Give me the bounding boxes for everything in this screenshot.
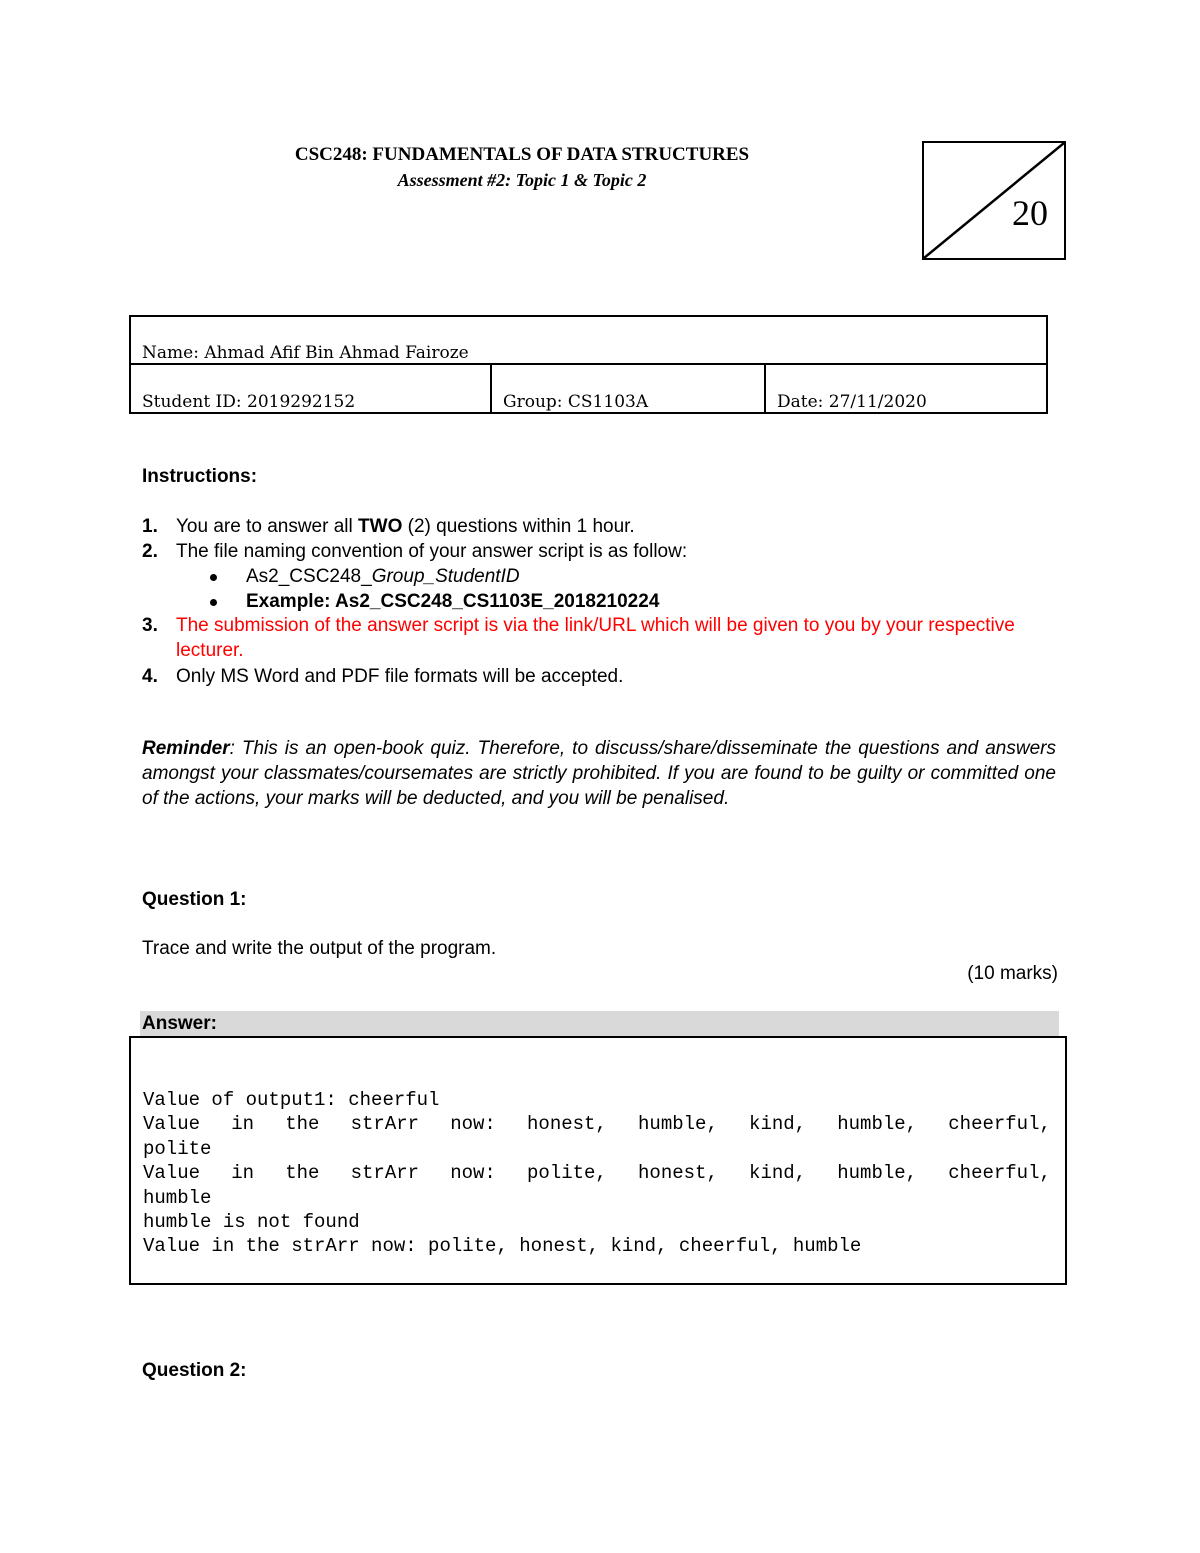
- answer-word: polite,: [527, 1162, 607, 1185]
- student-name: Name: Ahmad Afif Bin Ahmad Fairoze: [142, 343, 469, 363]
- answer-word: kind,: [749, 1162, 807, 1185]
- date: Date: 27/11/2020: [777, 392, 927, 412]
- answer-label: Answer:: [142, 1013, 217, 1034]
- answer-word: in: [231, 1162, 255, 1185]
- answer-word: the: [285, 1113, 320, 1136]
- answer-line-justified: [143, 1112, 1051, 1136]
- course-title: CSC248: FUNDAMENTALS OF DATA STRUCTURES: [294, 144, 750, 165]
- item-number: 3.: [142, 615, 158, 636]
- answer-line: polite: [143, 1137, 212, 1160]
- answer-word: cheerful,: [948, 1162, 1051, 1185]
- question-1-prompt: Trace and write the output of the program.: [142, 938, 497, 959]
- bullet-icon: [210, 574, 217, 581]
- answer-word: strArr: [350, 1113, 420, 1136]
- answer-word: Value: [143, 1162, 201, 1185]
- answer-word: kind,: [749, 1113, 807, 1136]
- answer-word: cheerful,: [948, 1113, 1051, 1136]
- answer-word: strArr: [350, 1162, 420, 1185]
- answer-word: now:: [450, 1113, 496, 1136]
- reminder-text: : This is an open-book quiz. Therefore, to discuss/share/disseminate the questions and answers amongst your classmates/coursemates are strictly prohibited. If you are found to be guilty or committed one of the actions, your marks will be deducted, and you will be penalised.: [142, 738, 1056, 809]
- answer-line: humble: [143, 1186, 212, 1209]
- bullet-icon: [210, 599, 217, 606]
- mark-box: [922, 141, 1066, 260]
- answer-line-justified: [143, 1161, 1051, 1185]
- answer-word: now:: [450, 1162, 496, 1185]
- instructions-heading: Instructions:: [142, 466, 258, 487]
- answer-output: [143, 1088, 1051, 1259]
- info-row-details: [131, 365, 1046, 412]
- answer-word: humble,: [837, 1113, 918, 1136]
- answer-word: honest,: [527, 1113, 607, 1136]
- reminder-paragraph: [142, 736, 1056, 811]
- answer-word: honest,: [638, 1162, 718, 1185]
- reminder-label: Reminder: [142, 738, 230, 759]
- assessment-title: Assessment #2: Topic 1 & Topic 2: [397, 170, 647, 190]
- student-info-table: [129, 315, 1048, 414]
- answer-line: Value in the strArr now: polite, honest, kind, cheerful, humble: [143, 1235, 862, 1258]
- item-number: 2.: [142, 541, 158, 562]
- date-cell: [766, 365, 1046, 412]
- answer-word: humble,: [837, 1162, 918, 1185]
- student-id-cell: [131, 365, 492, 412]
- answer-word: humble,: [638, 1113, 718, 1136]
- item-number: 1.: [142, 516, 158, 537]
- answer-word: in: [231, 1113, 255, 1136]
- item-text: You are to answer all TWO (2) questions within 1 hour.: [176, 516, 635, 537]
- question-1-heading: Question 1:: [142, 889, 247, 910]
- answer-label-bar: [140, 1011, 1059, 1037]
- answer-box: [129, 1036, 1067, 1285]
- answer-line: Value of output1: cheerful: [143, 1089, 440, 1111]
- group-cell: [492, 365, 766, 412]
- student-id: Student ID: 2019292152: [142, 392, 356, 412]
- group: Group: CS1103A: [503, 392, 649, 412]
- answer-line: humble is not found: [143, 1211, 360, 1234]
- info-row-name: [131, 317, 1046, 365]
- item-text: Only MS Word and PDF file formats will be accepted.: [176, 666, 624, 687]
- item-text: The file naming convention of your answer script is as follow:: [176, 541, 688, 562]
- answer-word: Value: [143, 1113, 201, 1136]
- item-text: The submission of the answer script is via the link/URL which will be given to you by your respective lecturer.: [176, 615, 1015, 661]
- total-marks: 20: [1012, 193, 1048, 233]
- question-1-marks: (10 marks): [967, 963, 1058, 984]
- item-number: 4.: [142, 666, 158, 687]
- bullet-text: As2_CSC248_Group_StudentID: [246, 566, 520, 587]
- question-2-heading: Question 2:: [142, 1360, 247, 1381]
- bullet-text: Example: As2_CSC248_CS1103E_2018210224: [246, 591, 660, 612]
- answer-word: the: [285, 1162, 320, 1185]
